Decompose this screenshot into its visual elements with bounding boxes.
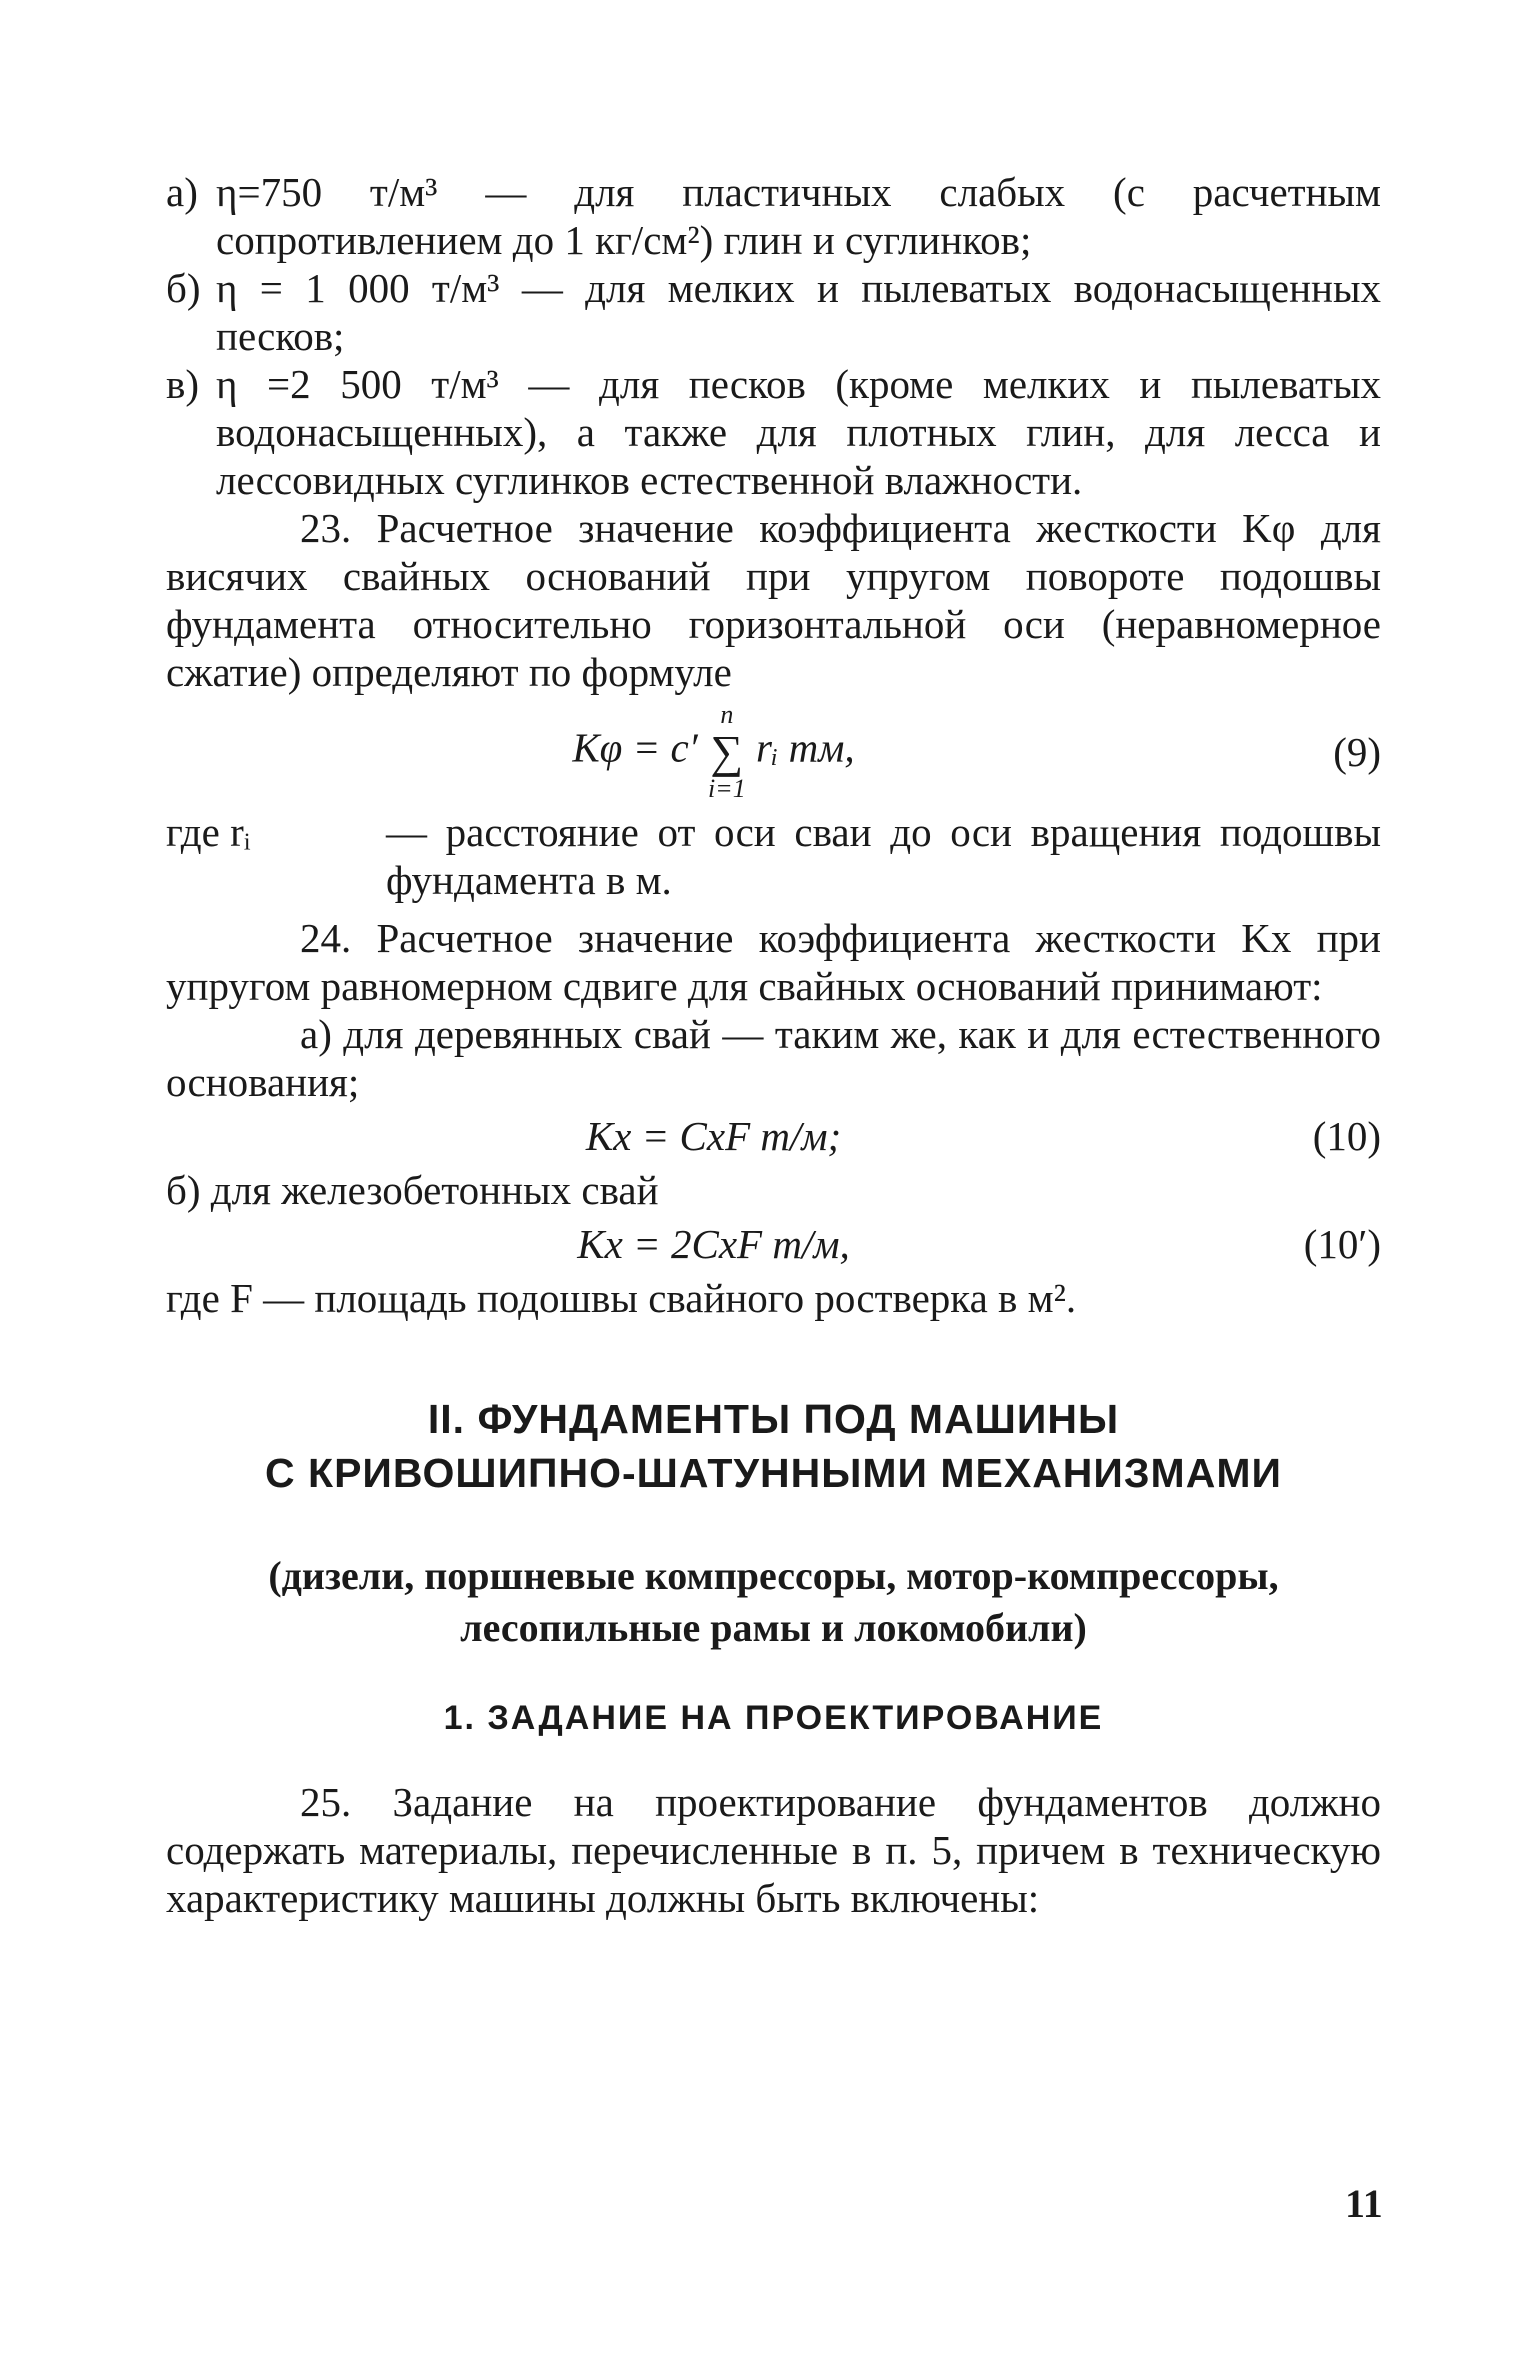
sum-upper-limit: n <box>720 700 734 729</box>
section-subtitle <box>166 1550 1381 1654</box>
formula-text: Kx = 2CxF т/м, <box>577 1221 850 1267</box>
where-lead: где rᵢ <box>166 809 251 855</box>
formula-number: (10′) <box>1303 1221 1381 1267</box>
section-title <box>166 1392 1381 1500</box>
where-clause-10: где F — площадь подошвы свайного ростверка в м². <box>166 1275 1077 1321</box>
formula-9 <box>166 702 1381 802</box>
list-formula: η=750 т/м³ <box>216 169 438 215</box>
where-text: — расстояние от оси сваи до оси вращения подошвы фундамента в м. <box>386 809 1381 903</box>
list-item-c <box>166 360 1381 504</box>
paragraph-23: 23. Расчетное значение коэффициента жесткости Kφ для висячих свайных оснований при упругом повороте подошвы фундамента относительно горизонтальной оси (неравномерное сжатие) определяют по формуле <box>166 505 1381 695</box>
sigma-symbol: ∑ <box>710 726 744 777</box>
list-marker: б) <box>166 265 201 311</box>
item-24b: б) для железобетонных свай <box>166 1167 659 1213</box>
subsection-heading: 1. ЗАДАНИЕ НА ПРОЕКТИРОВАНИЕ <box>443 1699 1104 1737</box>
list-item-b <box>166 264 1381 360</box>
where-clause-9 <box>166 808 1381 904</box>
list-text: — для песков (кроме мелких и пылеватых водонасыщенных), а также для плотных глин, для лесса и лессовидных суглинков естественной влажности. <box>216 361 1382 503</box>
list-marker: а) <box>166 169 198 215</box>
section-title-line-2: С КРИВОШИПНО-ШАТУННЫМИ МЕХАНИЗМАМИ <box>265 1450 1282 1496</box>
formula-number: (9) <box>1333 729 1381 775</box>
sum-operator <box>708 702 746 802</box>
list-text: — для пластичных слабых (с расчетным сопротивлением до 1 кг/см²) глин и суглинков; <box>216 169 1382 263</box>
list-text: — для мелких и пылеватых водонасыщенных песков; <box>216 265 1381 359</box>
list-item-a <box>166 168 1381 264</box>
formula-10 <box>166 1112 1381 1160</box>
formula-10-prime <box>166 1220 1381 1268</box>
section-subtitle-line-2: лесопильные рамы и локомобили) <box>460 1605 1087 1650</box>
list-formula: η =2 500 т/м³ <box>216 361 499 407</box>
paragraph-24: 24. Расчетное значение коэффициента жесткости Kx при упругом равномерном сдвиге для свайных оснований принимают: <box>166 915 1381 1009</box>
page-number: 11 <box>1345 2181 1383 2226</box>
section-title-line-1: II. ФУНДАМЕНТЫ ПОД МАШИНЫ <box>427 1396 1120 1442</box>
formula-number: (10) <box>1312 1113 1381 1159</box>
page-content <box>166 168 1381 1922</box>
formula-text: Kx = CxF т/м; <box>585 1113 842 1159</box>
formula-rhs: rᵢ тм, <box>755 724 855 771</box>
formula-lhs: Kφ = c′ <box>572 724 698 771</box>
section-subtitle-line-1: (дизели, поршневые компрессоры, мотор-компрессоры, <box>268 1553 1279 1598</box>
list-marker: в) <box>166 361 200 407</box>
list-formula: η = 1 000 т/м³ <box>216 265 500 311</box>
paragraph-25: 25. Задание на проектирование фундаментов должно содержать материалы, перечисленные в п. 5, причем в техническую характеристику машины должны быть включены: <box>166 1779 1381 1921</box>
sum-lower-limit: i=1 <box>707 774 746 803</box>
item-24a: а) для деревянных свай — таким же, как и для естественного основания; <box>166 1011 1381 1105</box>
